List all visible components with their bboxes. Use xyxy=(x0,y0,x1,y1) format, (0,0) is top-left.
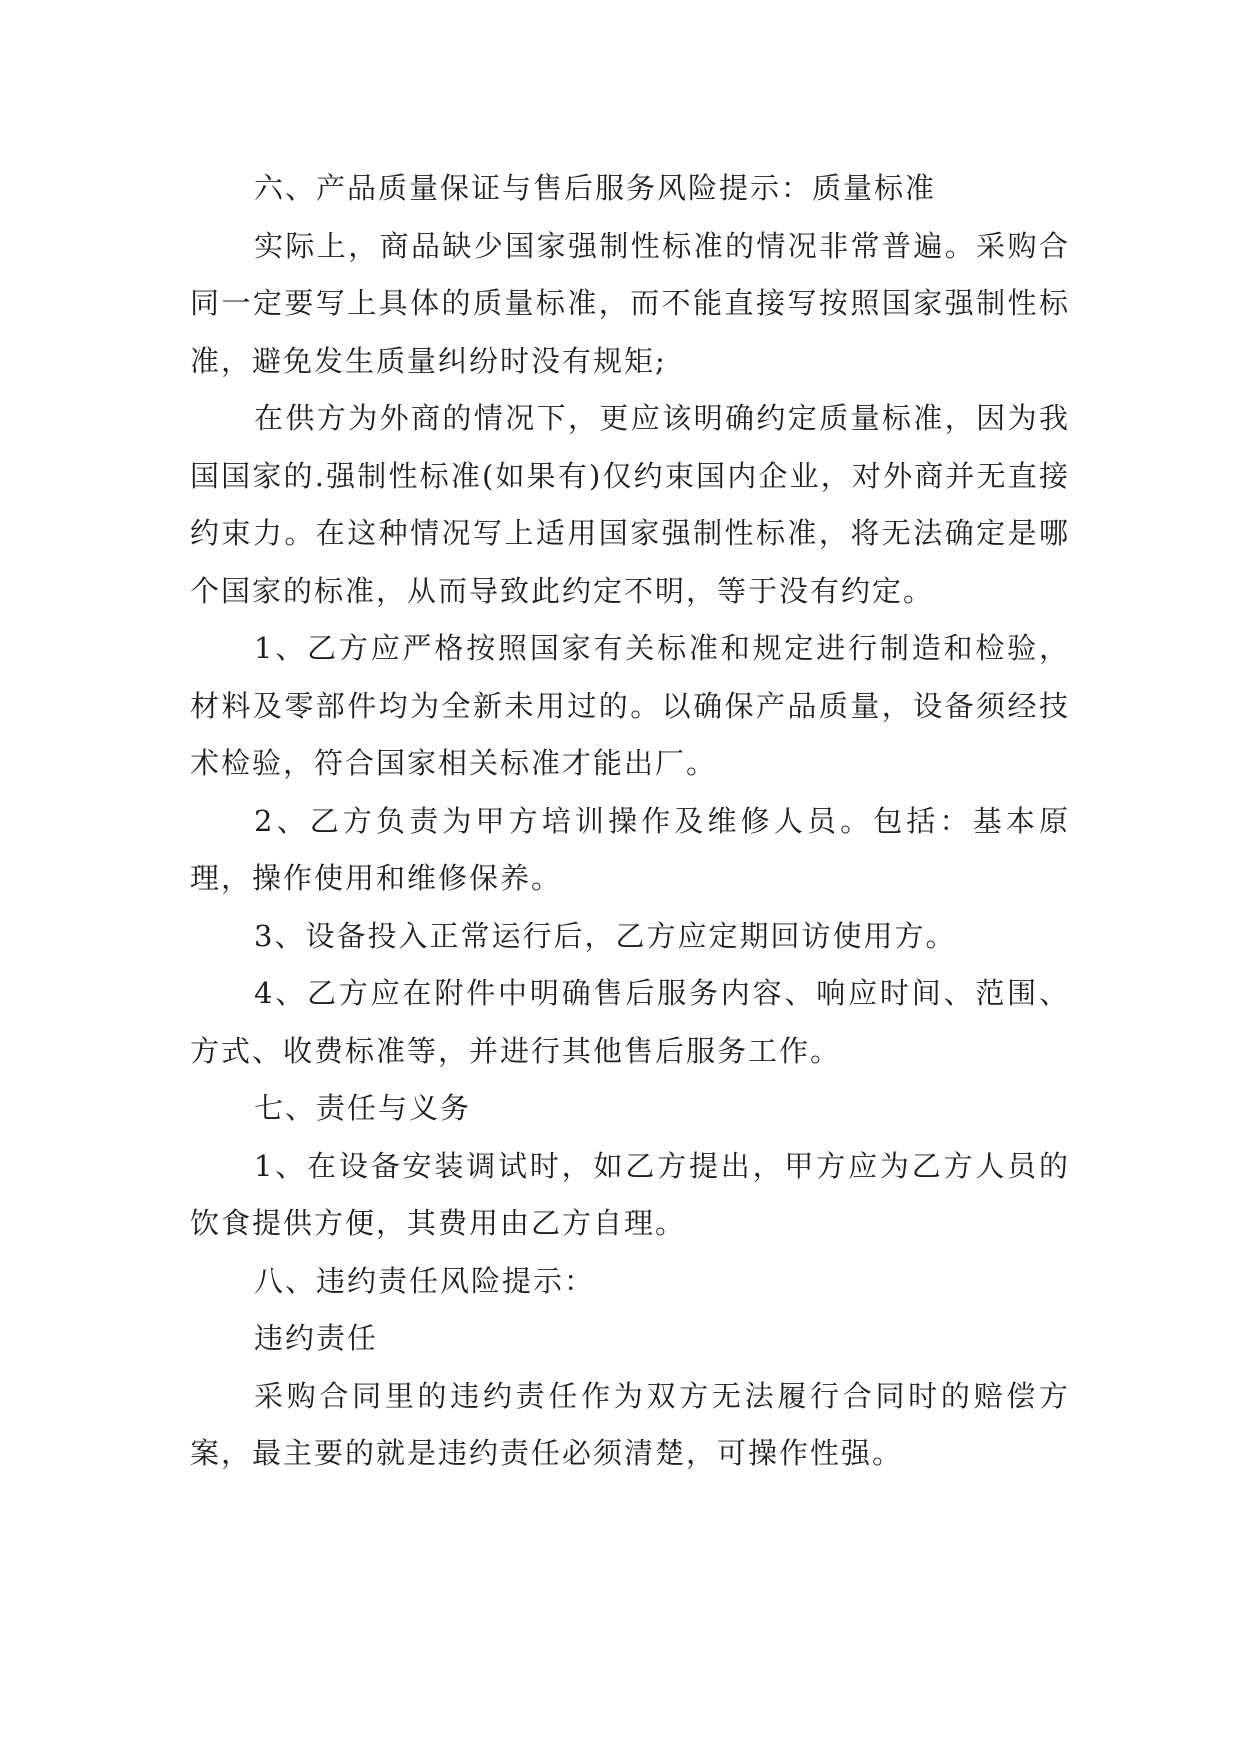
section-heading-duties: 七、责任与义务 xyxy=(254,1091,472,1125)
section-heading-quality: 六、产品质量保证与售后服务风险提示：质量标准 xyxy=(254,171,937,205)
list-item: 1、在设备安装调试时，如乙方提出，甲方应为乙方人员的饮食提供方便，其费用由乙方自理。 xyxy=(190,1148,1070,1240)
body-paragraph: 实际上，商品缺少国家强制性标准的情况非常普遍。采购合同一定要写上具体的质量标准，而不能直接写按照国家强制性标准，避免发生质量纠纷时没有规矩; xyxy=(190,228,1070,378)
document-body xyxy=(190,160,1070,1483)
list-item: 4、乙方应在附件中明确售后服务内容、响应时间、范围、方式、收费标准等，并进行其他售后服务工作。 xyxy=(190,976,1070,1068)
list-item: 3、设备投入正常运行后，乙方应定期回访使用方。 xyxy=(254,918,957,953)
list-item: 2、乙方负责为甲方培训操作及维修人员。包括：基本原理，操作使用和维修保养。 xyxy=(190,803,1070,895)
list-item: 1、乙方应严格按照国家有关标准和规定进行制造和检验，材料及零部件均为全新未用过的。以确保产品质量，设备须经技术检验，符合国家相关标准才能出厂。 xyxy=(190,631,1070,780)
subheading-breach-liability: 违约责任 xyxy=(254,1321,379,1355)
body-paragraph: 在供方为外商的情况下，更应该明确约定质量标准，因为我国国家的.强制性标准(如果有)仅约束国内企业，对外商并无直接约束力。在这种情况写上适用国家强制性标准，将无法确定是哪个国家的标准，从而导致此约定不明，等于没有约定。 xyxy=(190,401,1070,608)
body-paragraph: 采购合同里的违约责任作为双方无法履行合同时的赔偿方案，最主要的就是违约责任必须清楚，可操作性强。 xyxy=(190,1378,1070,1470)
section-heading-breach: 八、违约责任风险提示： xyxy=(254,1263,596,1298)
